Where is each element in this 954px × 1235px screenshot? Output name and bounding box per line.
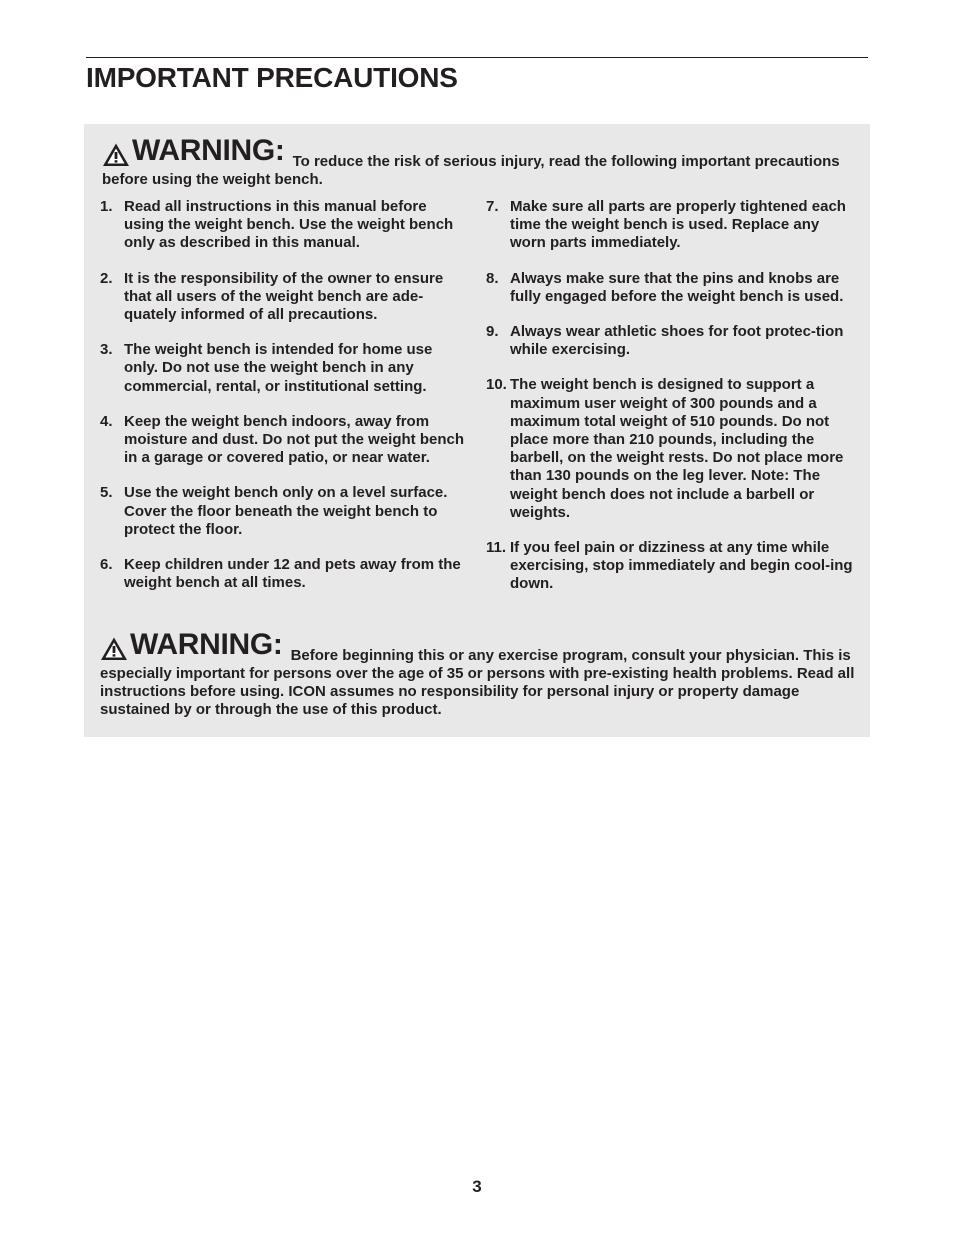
precaution-text: Make sure all parts are properly tightened each time the weight bench is used. Replace any worn parts immediately. xyxy=(510,198,846,252)
precaution-number: 10. xyxy=(486,376,507,394)
warning-top-text: To reduce the risk of serious injury, read the following important precautions before using the weight bench. xyxy=(102,153,840,188)
warning-bottom-heading-group xyxy=(100,630,291,660)
precaution-number: 11. xyxy=(486,539,507,557)
precaution-item xyxy=(100,484,470,539)
precaution-number: 1. xyxy=(100,198,113,215)
warning-top xyxy=(102,136,862,189)
precaution-text: The weight bench is designed to support a maximum user weight of 300 pounds and a maximum total weight of 510 pounds. Do not place more than 210 pounds, including the barbell, on the weight rests. Do not place more than 130 pounds on the leg lever. Note: The weight bench does not include a barbell or weights. xyxy=(510,376,844,521)
precaution-number: 5. xyxy=(100,484,113,502)
precaution-number: 8. xyxy=(486,269,499,287)
precaution-number: 2. xyxy=(100,269,113,287)
precaution-number: 3. xyxy=(100,341,113,359)
precautions-list-right xyxy=(486,198,856,594)
precaution-item xyxy=(486,198,856,253)
warning-bottom-heading: WARNING: xyxy=(130,628,283,661)
precaution-number: 7. xyxy=(486,198,499,215)
warning-top-heading: WARNING: xyxy=(132,134,285,167)
precautions-left-column xyxy=(100,198,470,592)
precaution-text: The weight bench is intended for home use only. Do not use the weight bench in any commercial, rental, or institutional setting. xyxy=(124,341,433,395)
warning-triangle-icon xyxy=(100,636,128,661)
precaution-item xyxy=(100,556,470,592)
precaution-item xyxy=(100,198,470,253)
page-number: 3 xyxy=(472,1177,482,1196)
precaution-item xyxy=(100,270,470,325)
precaution-number: 6. xyxy=(100,556,113,574)
precaution-text: Always wear athletic shoes for foot protec-tion while exercising. xyxy=(510,323,844,359)
precautions-right-column xyxy=(486,198,856,594)
precaution-number: 9. xyxy=(486,323,499,341)
precaution-item xyxy=(486,539,856,594)
page-title: IMPORTANT PRECAUTIONS xyxy=(86,62,458,93)
warning-bottom xyxy=(100,630,862,719)
warning-triangle-icon xyxy=(102,142,130,167)
precaution-item xyxy=(486,323,856,359)
precautions-panel xyxy=(84,124,870,737)
precaution-number: 4. xyxy=(100,412,113,430)
precaution-text: Keep children under 12 and pets away from the weight bench at all times. xyxy=(124,556,461,592)
warning-top-heading-group xyxy=(102,136,293,166)
precaution-text: It is the responsibility of the owner to ensure that all users of the weight bench are ade-quately informed of all precautions. xyxy=(124,269,444,324)
precaution-text: If you feel pain or dizziness at any time while exercising, stop immediately and begin cool-ing down. xyxy=(510,539,853,593)
precaution-item xyxy=(486,376,856,522)
precaution-text: Read all instructions in this manual before using the weight bench. Use the weight bench only as described in this manual. xyxy=(124,198,454,252)
top-rule xyxy=(86,57,868,58)
precautions-list-left xyxy=(100,198,470,592)
precaution-item xyxy=(486,270,856,306)
precaution-item xyxy=(100,413,470,468)
precaution-text: Always make sure that the pins and knobs are fully engaged before the weight bench is used. xyxy=(510,269,844,305)
precaution-item xyxy=(100,341,470,396)
precaution-text: Use the weight bench only on a level surface. Cover the floor beneath the weight bench to protect the floor. xyxy=(124,484,448,538)
precaution-text: Keep the weight bench indoors, away from moisture and dust. Do not put the weight bench in a garage or covered patio, or near water. xyxy=(124,412,464,467)
warning-bottom-text: Before beginning this or any exercise program, consult your physician. This is especially important for persons over the age of 35 or persons with pre-existing health problems. Read all instructions before using. ICON assumes no responsibility for personal injury or property damage sustained by or through the use of this product. xyxy=(100,647,855,718)
